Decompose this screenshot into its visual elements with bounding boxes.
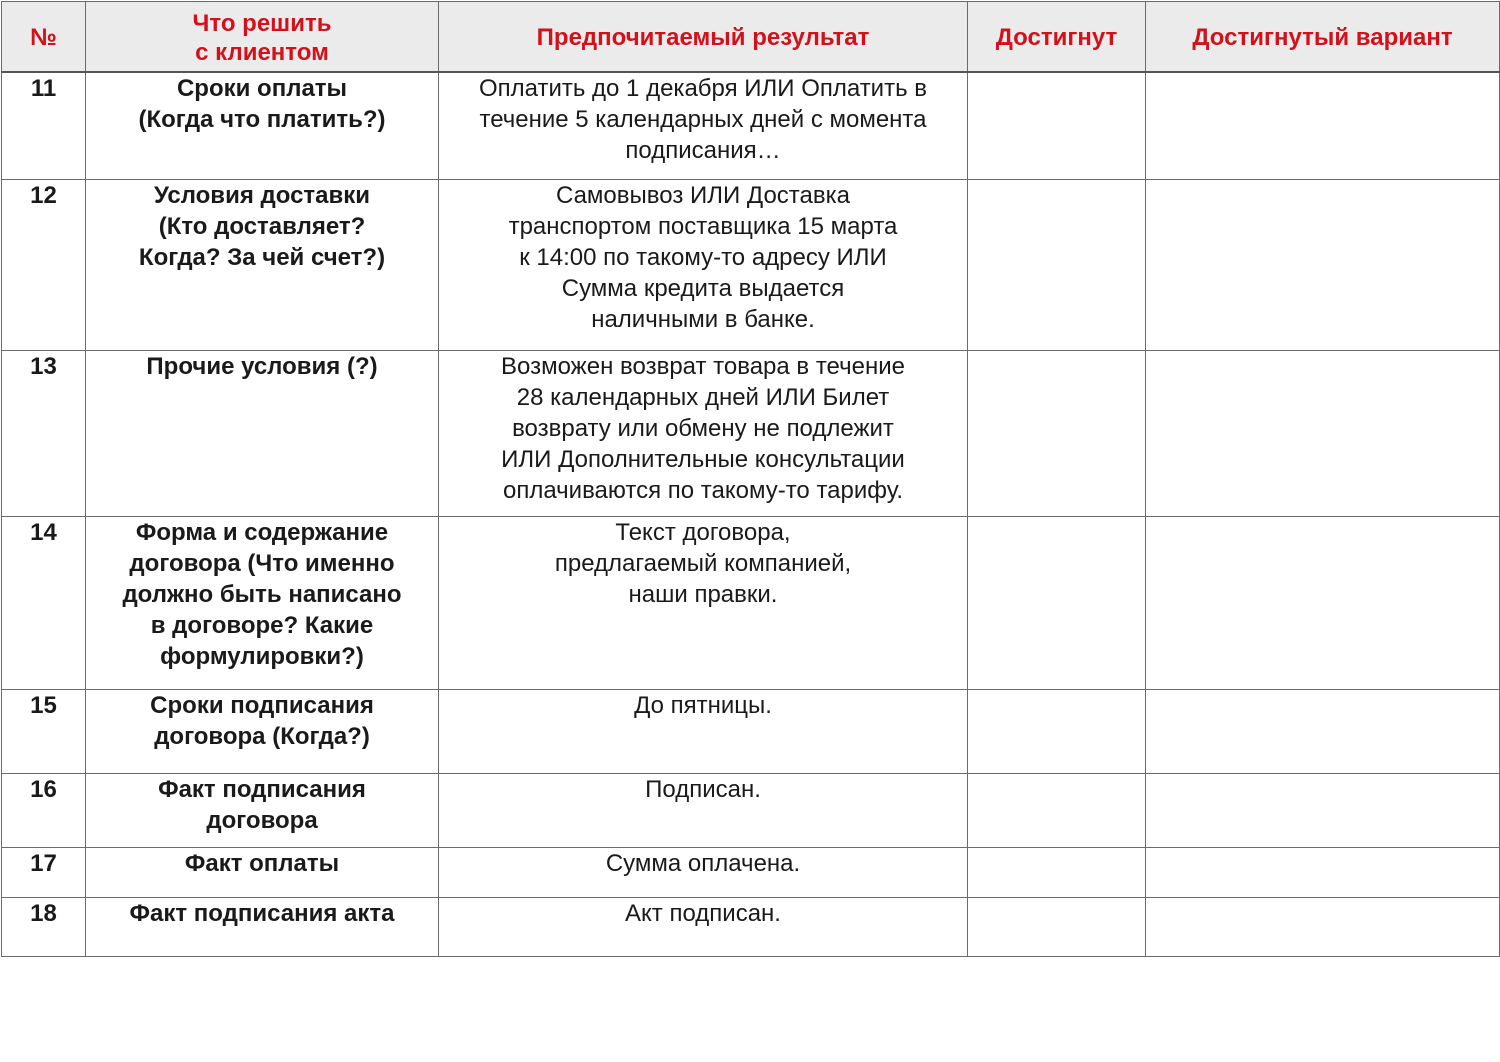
table-row bbox=[2, 517, 1500, 690]
row-topic: Факт подписания акта bbox=[86, 898, 439, 957]
row-num: 17 bbox=[2, 848, 86, 898]
row-achieved-cell bbox=[968, 898, 1146, 957]
table-row bbox=[2, 351, 1500, 517]
table-row bbox=[2, 898, 1500, 957]
row-achieved-cell bbox=[968, 848, 1146, 898]
row-num: 15 bbox=[2, 690, 86, 774]
row-achieved-variant-cell bbox=[1146, 848, 1500, 898]
row-achieved-variant-cell bbox=[1146, 690, 1500, 774]
row-num: 14 bbox=[2, 517, 86, 690]
table-row bbox=[2, 690, 1500, 774]
row-num: 12 bbox=[2, 180, 86, 351]
row-preferred-result: Возможен возврат товара в течение 28 календарных дней ИЛИ Билет возврату или обмену не подлежит ИЛИ Дополнительные консультации оплачиваются по такому-то тарифу. bbox=[439, 351, 968, 517]
row-achieved-variant-cell bbox=[1146, 517, 1500, 690]
row-topic: Сроки подписания договора (Когда?) bbox=[86, 690, 439, 774]
row-num: 18 bbox=[2, 898, 86, 957]
row-achieved-cell bbox=[968, 180, 1146, 351]
row-preferred-result: Текст договора, предлагаемый компанией, наши правки. bbox=[439, 517, 968, 690]
row-achieved-cell bbox=[968, 774, 1146, 848]
row-achieved-variant-cell bbox=[1146, 898, 1500, 957]
row-topic: Сроки оплаты (Когда что платить?) bbox=[86, 72, 439, 180]
table-row bbox=[2, 72, 1500, 180]
table-row bbox=[2, 774, 1500, 848]
row-achieved-variant-cell bbox=[1146, 72, 1500, 180]
row-achieved-cell bbox=[968, 72, 1146, 180]
header-topic: Что решить с клиентом bbox=[86, 2, 439, 73]
row-preferred-result: Самовывоз ИЛИ Доставка транспортом поставщика 15 марта к 14:00 по такому-то адресу ИЛИ Сумма кредита выдается наличными в банке. bbox=[439, 180, 968, 351]
row-topic: Факт оплаты bbox=[86, 848, 439, 898]
row-preferred-result: Сумма оплачена. bbox=[439, 848, 968, 898]
row-preferred-result: Оплатить до 1 декабря ИЛИ Оплатить в течение 5 календарных дней с момента подписания… bbox=[439, 72, 968, 180]
row-achieved-cell bbox=[968, 351, 1146, 517]
row-num: 16 bbox=[2, 774, 86, 848]
header-achieved-variant: Достигнутый вариант bbox=[1146, 2, 1500, 73]
row-topic: Прочие условия (?) bbox=[86, 351, 439, 517]
row-achieved-variant-cell bbox=[1146, 180, 1500, 351]
header-achieved: Достигнут bbox=[968, 2, 1146, 73]
row-achieved-cell bbox=[968, 517, 1146, 690]
negotiation-table bbox=[1, 1, 1500, 957]
row-preferred-result: До пятницы. bbox=[439, 690, 968, 774]
table-header-row bbox=[2, 2, 1500, 73]
header-num: № bbox=[2, 2, 86, 73]
row-preferred-result: Акт подписан. bbox=[439, 898, 968, 957]
row-achieved-cell bbox=[968, 690, 1146, 774]
row-num: 11 bbox=[2, 72, 86, 180]
row-topic: Факт подписания договора bbox=[86, 774, 439, 848]
table-row bbox=[2, 180, 1500, 351]
table-row bbox=[2, 848, 1500, 898]
header-preferred-result: Предпочитаемый результат bbox=[439, 2, 968, 73]
row-num: 13 bbox=[2, 351, 86, 517]
row-preferred-result: Подписан. bbox=[439, 774, 968, 848]
row-achieved-variant-cell bbox=[1146, 774, 1500, 848]
row-achieved-variant-cell bbox=[1146, 351, 1500, 517]
row-topic: Условия доставки (Кто доставляет? Когда? За чей счет?) bbox=[86, 180, 439, 351]
row-topic: Форма и содержание договора (Что именно должно быть написано в договоре? Какие формулировки?) bbox=[86, 517, 439, 690]
